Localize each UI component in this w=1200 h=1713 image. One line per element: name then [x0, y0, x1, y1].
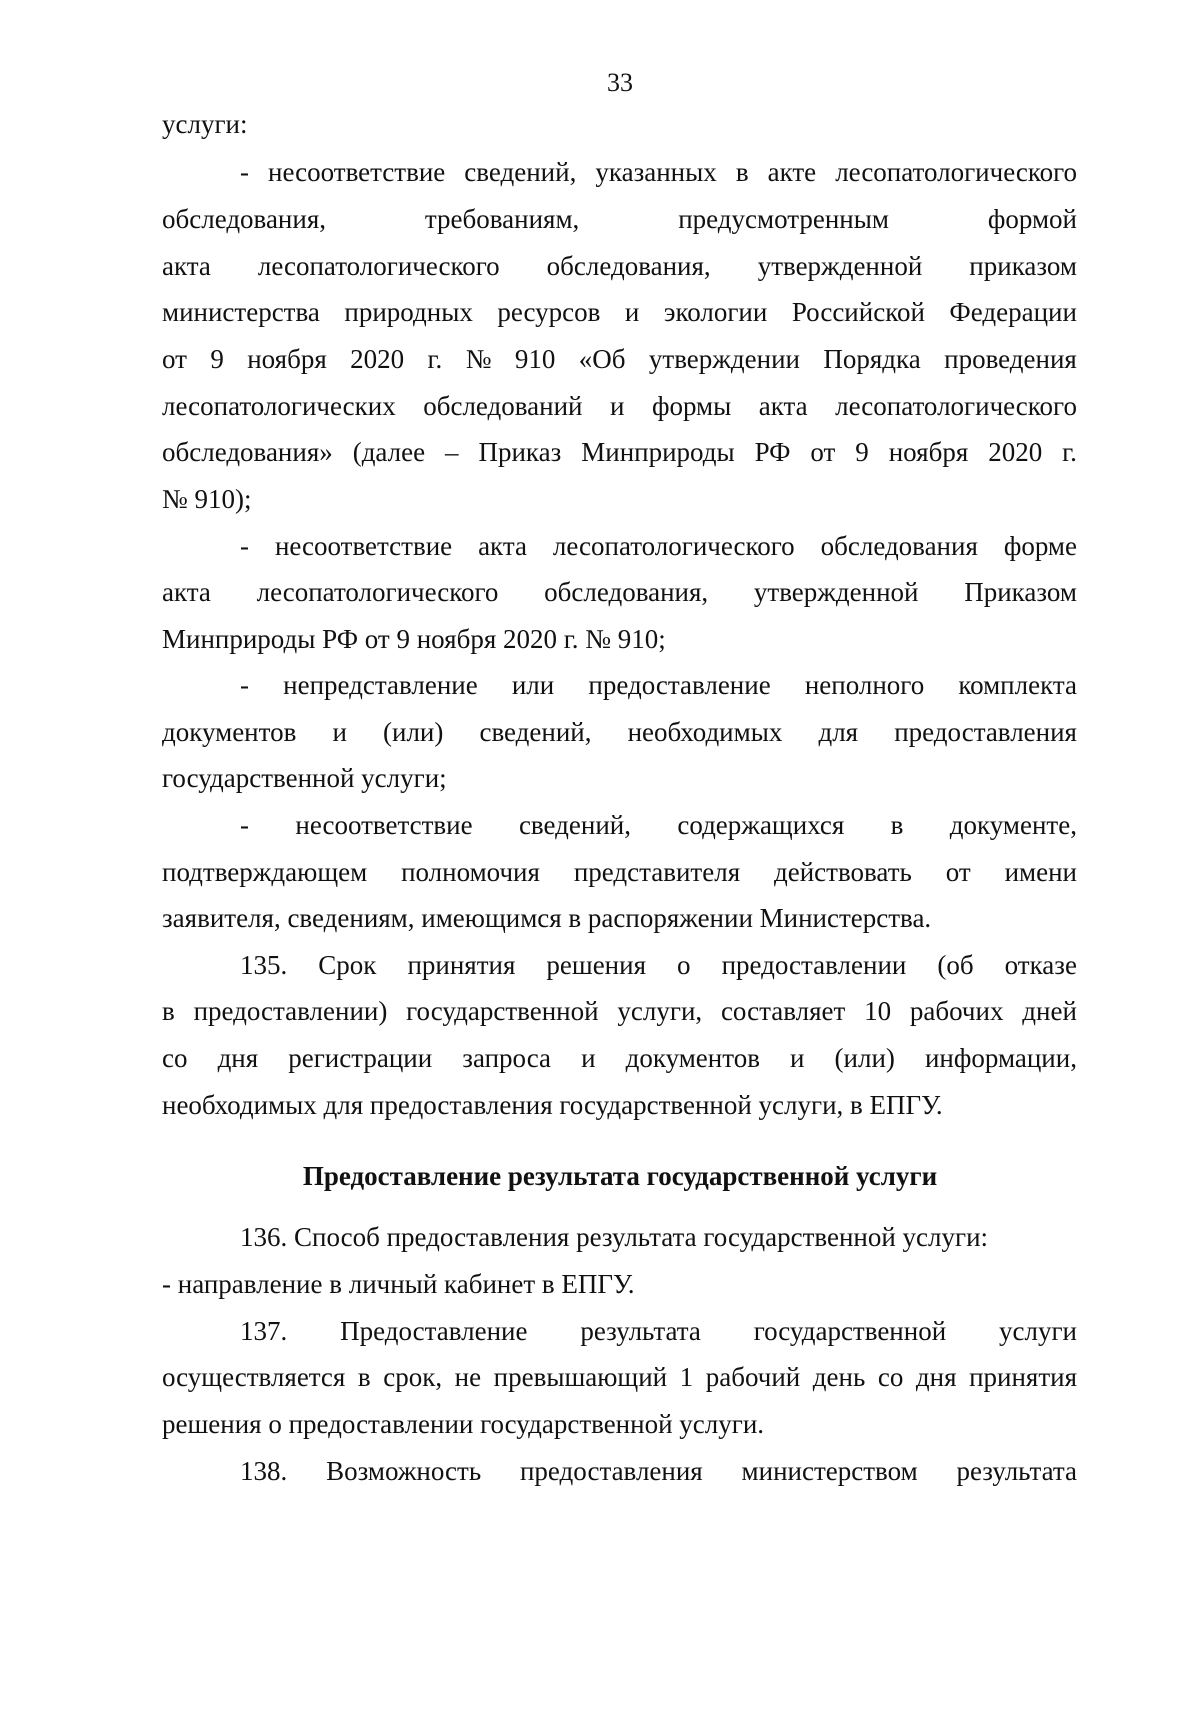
word: обследования» [162, 437, 333, 467]
text-line [240, 530, 1077, 562]
word: государственной [406, 996, 599, 1026]
text-line [162, 1361, 1077, 1393]
word: Приказ [478, 437, 562, 467]
word: документов [625, 1043, 760, 1073]
word: министерством [741, 1456, 918, 1486]
word: от [810, 437, 836, 467]
word: комплекта [958, 670, 1077, 700]
word: неполного [804, 670, 925, 700]
word: полномочия [401, 857, 540, 887]
text-line [240, 1315, 1077, 1347]
text-line [240, 809, 1077, 841]
word: обследований [423, 391, 583, 421]
word: сведений, [479, 717, 592, 747]
word: день [812, 1362, 866, 1392]
word: информации, [924, 1043, 1077, 1073]
word: дней [1022, 996, 1077, 1026]
word: имени [1004, 857, 1077, 887]
text-line [162, 343, 1077, 375]
word: № [465, 344, 492, 374]
word: РФ [754, 437, 791, 467]
word: непредставление [283, 670, 478, 700]
word: – [445, 437, 459, 467]
word: акте [767, 157, 817, 187]
word: формой [987, 204, 1077, 234]
word: Российской [791, 297, 925, 327]
text-line [162, 1042, 1077, 1074]
text-line: № 910); [162, 484, 252, 514]
word: - [240, 810, 249, 840]
word: действовать [774, 857, 912, 887]
text-line [162, 296, 1077, 328]
word: 135. [240, 950, 288, 980]
text-line [162, 856, 1077, 888]
word: сведений, [464, 157, 577, 187]
text-line: - направление в личный кабинет в ЕПГУ. [162, 1269, 635, 1299]
text-line [162, 995, 1077, 1027]
word: осуществляется [162, 1362, 346, 1392]
word: «Об [578, 344, 626, 374]
word: регистрации [288, 1043, 433, 1073]
word: несоответствие [274, 531, 453, 561]
word: в [890, 810, 904, 840]
word: Федерации [949, 297, 1077, 327]
word: формы [651, 391, 732, 421]
word: Порядка [823, 344, 921, 374]
word: проведения [944, 344, 1077, 374]
word: государственной [753, 1316, 947, 1346]
word: несоответствие [268, 157, 446, 187]
text-line [240, 156, 1077, 188]
word: о [677, 950, 691, 980]
word: дня [915, 1362, 957, 1392]
word: не [454, 1362, 482, 1392]
text-line [162, 390, 1077, 422]
word: предусмотренным [678, 204, 889, 234]
word: в [735, 157, 749, 187]
word: акта [478, 531, 527, 561]
word: - [240, 157, 249, 187]
word: предоставление [588, 670, 771, 700]
word: Возможность [326, 1456, 482, 1486]
word: со [877, 1362, 904, 1392]
word: превышающий [493, 1362, 668, 1392]
word: со [162, 1043, 188, 1073]
word: содержащихся [677, 810, 845, 840]
word: решения [546, 950, 646, 980]
word: приказом [969, 251, 1077, 281]
word: утверждении [648, 344, 800, 374]
text-line: 136. Способ предоставления результата государственной услуги: [240, 1222, 989, 1252]
word: лесопатологического [552, 531, 795, 561]
text-line [240, 1455, 1077, 1487]
word: Приказом [964, 577, 1077, 607]
word: 2020 [350, 344, 405, 374]
text-line [162, 250, 1077, 282]
word: форме [1003, 531, 1077, 561]
word: результата [956, 1456, 1077, 1486]
word: обследования, [162, 204, 327, 234]
word: г. [1062, 437, 1077, 467]
word: услуги [999, 1316, 1077, 1346]
word: в [357, 1362, 371, 1392]
word: Предоставление [340, 1316, 528, 1346]
word: от [945, 857, 971, 887]
word: - [240, 531, 249, 561]
word: или [511, 670, 555, 700]
word: принятия [969, 1362, 1077, 1392]
word: природных [344, 297, 473, 327]
word: в [162, 996, 175, 1026]
word: указанных [595, 157, 717, 187]
word: документе, [949, 810, 1077, 840]
word: министерства [162, 297, 320, 327]
word: и [581, 1043, 596, 1073]
text-line: заявителя, сведениям, имеющимся в распоряжении Министерства. [162, 903, 932, 933]
word: лесопатологического [835, 391, 1077, 421]
word: (далее [352, 437, 426, 467]
text-line [240, 949, 1077, 981]
word: предоставлении [721, 950, 907, 980]
word: (или) [383, 717, 444, 747]
text-line: Минприроды РФ от 9 ноября 2020 г. № 910; [162, 624, 666, 654]
word: подтверждающем [162, 857, 368, 887]
word: лесопатологического [256, 577, 499, 607]
word: результата [580, 1316, 701, 1346]
word: 9 [855, 437, 869, 467]
word: лесопатологического [835, 157, 1077, 187]
word: утвержденной [753, 577, 919, 607]
word: предоставления [519, 1456, 703, 1486]
word: представителя [573, 857, 741, 887]
text-line [240, 669, 1077, 701]
text-line: государственной услуги; [162, 763, 447, 793]
text-line: решения о предоставлении государственной услуги. [162, 1409, 765, 1439]
page-number: 33 [607, 68, 633, 97]
word: обследования, [544, 577, 709, 607]
text-line: необходимых для предоставления государственной услуги, в ЕПГУ. [162, 1090, 943, 1120]
word: принятия [407, 950, 516, 980]
word: лесопатологического [257, 251, 500, 281]
word: - [240, 670, 249, 700]
word: отказе [1004, 950, 1077, 980]
word: Срок [318, 950, 377, 980]
word: услуги, [617, 996, 703, 1026]
text-line [162, 576, 1077, 608]
word: 10 [864, 996, 892, 1026]
word: 910 [514, 344, 556, 374]
word: и [332, 717, 347, 747]
word: предоставлении) [193, 996, 388, 1026]
word: обследования, [546, 251, 711, 281]
word: составляет [720, 996, 846, 1026]
word: срок, [383, 1362, 443, 1392]
text-line [162, 436, 1077, 468]
word: лесопатологических [162, 391, 396, 421]
word: рабочий [705, 1362, 801, 1392]
word: рабочих [909, 996, 1004, 1026]
word: ноября [888, 437, 969, 467]
word: (об [937, 950, 974, 980]
word: дня [217, 1043, 259, 1073]
word: 9 [210, 344, 224, 374]
word: акта [162, 251, 211, 281]
word: Минприроды [581, 437, 735, 467]
text-line [162, 203, 1077, 235]
word: ресурсов [497, 297, 601, 327]
word: экологии [663, 297, 768, 327]
text-line: услуги: [162, 109, 248, 139]
word: 2020 [988, 437, 1043, 467]
word: несоответствие [295, 810, 473, 840]
word: от [162, 344, 187, 374]
word: и [624, 297, 640, 327]
word: (или) [834, 1043, 895, 1073]
word: и [790, 1043, 805, 1073]
word: акта [162, 577, 211, 607]
word: 1 [679, 1362, 694, 1392]
word: сведений, [518, 810, 631, 840]
word: ноября [247, 344, 327, 374]
word: документов [162, 717, 297, 747]
word: предоставления [894, 717, 1077, 747]
word: 138. [240, 1456, 288, 1486]
word: необходимых [627, 717, 783, 747]
word: г. [427, 344, 443, 374]
word: и [610, 391, 625, 421]
word: обследования [820, 531, 978, 561]
word: для [818, 717, 859, 747]
section-heading: Предоставление результата государственной услуги [302, 1161, 938, 1191]
text-line [162, 716, 1077, 748]
word: запроса [462, 1043, 551, 1073]
word: требованиям, [424, 204, 580, 234]
word: 137. [240, 1316, 288, 1346]
word: акта [758, 391, 808, 421]
word: утвержденной [757, 251, 923, 281]
